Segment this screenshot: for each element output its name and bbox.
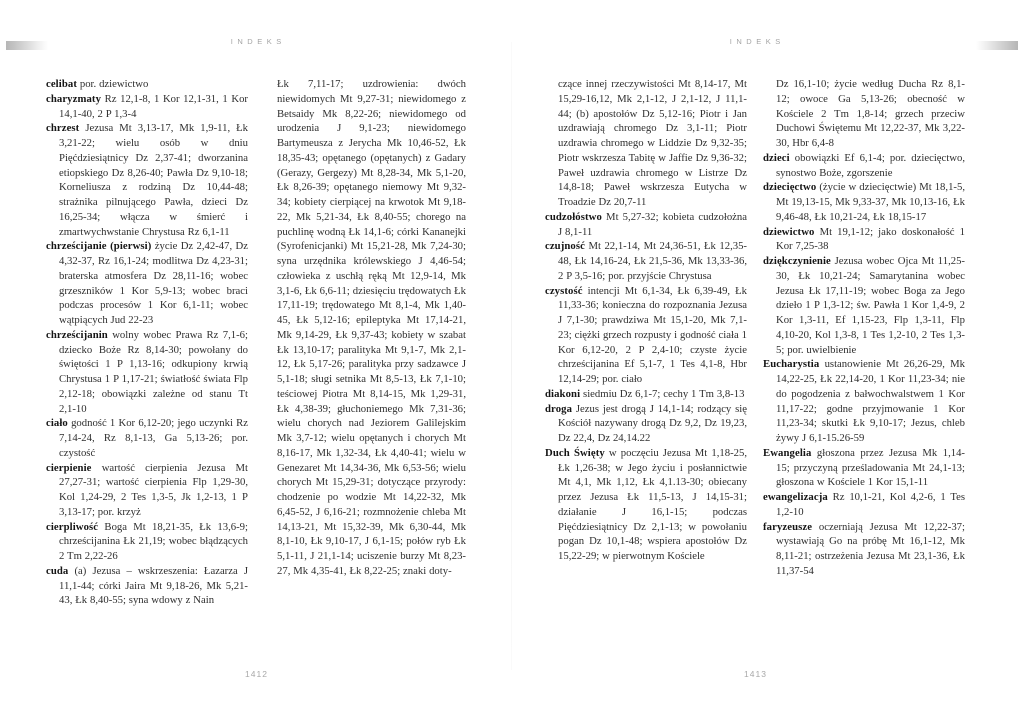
index-entry: droga Jezus jest drogą J 14,1-14; rodzący się Kościół nazywany drogą Dz 9,2, Dz 19,23, Dz 22,4, Dz 24,14.22 (545, 402, 747, 444)
page-edge-smudge-left (6, 41, 48, 50)
index-term: chrześcijanie (pierwsi) (46, 240, 152, 253)
running-header: INDEKS (729, 37, 785, 46)
index-entry: cierpienie wartość cierpienia Jezusa Mt 27,27-31; wartość cierpienia Flp 1,29-30, Kol 1,24-29, 2 Tes 1,3-5, Jk 1,2-13, 1 P 3,13-17; por. krzyż (46, 461, 248, 518)
page-number: 1413 (744, 669, 767, 679)
index-term: czujność (545, 240, 585, 253)
index-entry: chrzest Jezusa Mt 3,13-17, Mk 1,9-11, Łk 3,21-22; wielu osób w dniu Pięćdziesiątnicy Dz 2,37-41; dworzanina etiopskiego Dz 8,26-40; Pawła Dz 9,10-18; Korneliusza z rodziną Dz 10,44-48; strażnika pilnującego Pawła, dzieci Dz 16,25-34; włącza w śmierć i zmartwychwstanie Chrystusa Rz 6,1-11 (46, 122, 248, 238)
index-entry: cierpliwość Boga Mt 18,21-35, Łk 13,6-9; chrześcijanina Łk 21,19; wobec błądzących 2 Tm 2,22-26 (46, 520, 248, 562)
page-left (46, 0, 466, 714)
index-term: chrzest (46, 122, 80, 135)
index-term: charyzmaty (46, 92, 102, 105)
index-term: dziecięctwo (763, 181, 817, 194)
text-column (763, 77, 965, 659)
index-entry: celibat por. dziewictwo (46, 78, 149, 90)
index-entry: dziewictwo Mt 19,1-12; jako doskonałość 1 Kor 7,25-38 (763, 225, 965, 253)
page-columns (46, 77, 466, 659)
index-term: dzieci (763, 151, 790, 164)
index-entry: cudzołóstwo Mt 5,27-32; kobieta cudzołożna J 8,1-11 (545, 210, 747, 238)
index-entry: czujność Mt 22,1-14, Mt 24,36-51, Łk 12,35-48, Łk 14,16-24, Łk 21,5-36, Mk 13,33-36, 2 P 3,5-16; por. przyjście Chrystusa (545, 240, 747, 282)
index-term: Duch Święty (545, 446, 605, 459)
page-right (545, 0, 965, 714)
index-entry: faryzeusze oczerniają Jezusa Mt 12,22-37; wystawiają Go na próbę Mt 16,1-12, Mk 8,11-21; ostrzeżenia Jezusa Mt 23,1-36, Łk 11,37-54 (763, 520, 965, 577)
index-entry-continuation: czące innej rzeczywistości Mt 8,14-17, Mt 15,29-16,12, Mk 2,1-12, J 2,1-12, J 11,1-44; (b) apostołów Dz 5,12-16; Piotr i Jan uzdrawiają chromego Dz 3,1-11; Piotr uzdrawia chromego w Liddzie Dz 9,32-35; Piotr wskrzesza Tabitę w Jaffie Dz 9,36-32; Paweł uzdrawia chromego w Listrze Dz 14,8-18; Paweł wskrzesza Eutycha w Troadzie Dz 20,7-11 (558, 78, 747, 208)
index-term: dziewictwo (763, 225, 815, 238)
index-entry: dziękczynienie Jezusa wobec Ojca Mt 11,25-30, Łk 10,21-24; Samarytanina wobec Jezusa Łk 17,11-19; wobec Boga za Jego dzieło 1 P 1,3-12; św. Pawła 1 Kor 1,4-9, 2 Kor 1,3-11, Ef 1,15-23, Flp 1,3-11, Flp 4,10-20, Kol 1,3-8, 1 Tes 1,2-10, 2 Tes 1,3-5; por. uwielbienie (763, 255, 965, 356)
page-columns (545, 77, 965, 659)
index-entry: ewangelizacja Rz 10,1-21, Kol 4,2-6, 1 Tes 1,2-10 (763, 491, 965, 518)
index-entry: cuda (a) Jezusa – wskrzeszenia: Łazarza J 11,1-44; córki Jaira Mt 9,18-26, Mk 5,21-43, Łk 8,40-55; syna wdowy z Nain (46, 564, 248, 607)
text-column (264, 77, 466, 659)
page-gutter-divider (511, 42, 512, 670)
index-term: cierpienie (46, 461, 92, 474)
index-term: celibat (46, 78, 77, 90)
index-term: Eucharystia (763, 358, 820, 371)
index-term: cudzołóstwo (545, 210, 602, 223)
index-entry: Duch Święty w poczęciu Jezusa Mt 1,18-25, Łk 1,26-38; w Jego życiu i posłannictwie Mt 4,1, Mk 1,12, Łk 4,1.13-30; obiecany przez Jezusa Łk 11,5-13, J 14,15-31; działanie J 16,1-15; podczas Pięćdziesiątnicy Dz 2,1-13; w powołaniu pogan Dz 10,1-48; wspiera apostołów Dz 15,22-29; w pierwotnym Kościele (545, 446, 747, 562)
index-entry-continuation: Łk 7,11-17; uzdrowienia: dwóch niewidomych Mt 9,27-31; niewidomego z Betsaidy Mk 8,22-26; niewidomego od urodzenia J 9,1-23; niewidomego Bartymeusza z Jerycha Mk 10,46-52, Łk 18,35-43; opętanego (opętanych) z Gadary (Gerazy, Gergezy) Mt 8,28-34, Mk 5,1-20, Łk 8,26-39; opętanego niemowy Mt 9,32-34; kobiety cierpiącej na krwotok Mt 9,18-22, Mk 5,21-34, Łk 8,40-55; chorego na puchlinę wodną Łk 14,1-6; córki Kananejki (Syrofenicjanki) Mt 15,21-28, Mk 7,24-30; syna urzędnika królewskiego J 4,46-54; człowieka z uschłą ręką Mt 12,9-14, Mk 3,1-6, Łk 6,6-11; dziesięciu trędowatych Łk 17,11-19; trędowatego Mt 8,1-4, Mk 1,40-45, Łk 5,12-16; epileptyka Mt 17,14-21, Mk 9,14-29, Łk 9,37-43; kobiety w szabat Łk 13,10-17; paralityka Mt 9,1-7, Mk 2,1-12, Łk 5,17-26; paralityka przy sadzawce J 5,1-18; sługi setnika Mt 8,5-13, Łk 7,1-10; teściowej Piotra Mt 8,14-15, Mk 1,29-31, Łk 4,38-39; głuchoniemego Mk 7,31-36; wielu chorych nad Jeziorem Galilejskim Mk 3,7-12; wielu opętanych i chorych Mt 8,16-17, Mk 1,32-34, Łk 4,40-41; wielu w Genezaret Mt 14,34-36, Mk 6,53-56; wielu chorych Mt 15,29-31; dotyczące przyrody: chodzenie po wodzie Mt 14,22-32, Mk 6,45-52, J 6,16-21; rozmnożenie chleba Mt 14,13-21, Mt 15,32-39, Mk 6,30-44, Mk 8,1-10, Łk 9,10-17, J 6,1-15; połów ryb Łk 5,1-11, J 21,1-14; uciszenie burzy Mt 8,23-27, Mk 4,35-41, Łk 8,22-25; znaki doty- (277, 78, 466, 577)
index-entry: Ewangelia głoszona przez Jezusa Mk 1,14-15; przyczyną prześladowania Mt 24,1-13; głoszona w Kościele 1 Kor 15,1-11 (763, 446, 965, 489)
index-term: cuda (46, 564, 69, 577)
text-column (46, 77, 248, 659)
index-term: ewangelizacja (763, 491, 828, 503)
index-term: ciało (46, 417, 68, 430)
index-entry: chrześcijanie (pierwsi) życie Dz 2,42-47, Dz 4,32-37, Rz 16,1-24; modlitwa Dz 4,23-31; braterska atmosfera Dz 28,11-16; wobec grzeszników 1 Kor 5,9-13; wobec braci podczas procesów 1 Kor 6,1-11; wobec wątpiących Jud 22-23 (46, 240, 248, 326)
index-term: diakoni (545, 387, 581, 400)
index-entry: charyzmaty Rz 12,1-8, 1 Kor 12,1-31, 1 Kor 14,1-40, 2 P 1,3-4 (46, 92, 248, 120)
index-term: faryzeusze (763, 520, 813, 533)
index-entry: dzieci obowiązki Ef 6,1-4; por. dziecięctwo, synostwo Boże, zgorszenie (763, 151, 965, 179)
index-entry: czystość intencji Mt 6,1-34, Łk 6,39-49, Łk 11,33-36; konieczna do rozpoznania Jezusa J 7,1-30; prawdziwa Mt 15,1-20, Mk 7,1-23; ciężki grzech rozpusty i godność ciała 1 Kor 6,12-20, 2 P 2,4-10; czyste życie chrześcijanina Ef 5,1-7, 1 Tes 4,1-8, Hbr 12,14-29; por. ciało (545, 284, 747, 385)
index-entry: ciało godność 1 Kor 6,12-20; jego uczynki Rz 7,14-24, Rz 8,1-13, Ga 5,13-26; por. czystość (46, 417, 248, 459)
text-column (545, 77, 747, 659)
index-term: Ewangelia (763, 446, 812, 459)
page-number: 1412 (245, 669, 268, 679)
index-entry: chrześcijanin wolny wobec Prawa Rz 7,1-6; dziecko Boże Rz 8,14-30; powołany do świętości 1 P 1,13-16; odkupiony krwią Chrystusa 1 P 1,17-21; światłość świata Flp 2,12-18; obowiązki zależne od stanu Tt 2,1-10 (46, 328, 248, 415)
running-header: INDEKS (230, 37, 286, 46)
index-entry-continuation: Dz 16,1-10; życie według Ducha Rz 8,1-12; owoce Ga 5,13-26; obecność w Kościele 2 Tm 1,8-14; grzech przeciw Duchowi Świętemu Mt 12,22-37, Mk 3,22-30, Hbr 6,4-8 (776, 78, 965, 149)
index-term: cierpliwość (46, 520, 99, 533)
index-term: chrześcijanin (46, 328, 108, 341)
page-edge-smudge-right (976, 41, 1018, 50)
index-entry: diakoni siedmiu Dz 6,1-7; cechy 1 Tm 3,8-13 (545, 387, 745, 400)
index-term: droga (545, 402, 573, 415)
index-entry: Eucharystia ustanowienie Mt 26,26-29, Mk 14,22-25, Łk 22,14-20, 1 Kor 11,23-34; nie do pogodzenia z bałwochwalstwem 1 Kor 11,17-22; godne przyjmowanie 1 Kor 11,23-34; skutki Łk 9,10-17; Jezus, chleb żywy J 6,1-15.26-59 (763, 358, 965, 444)
index-entry: dziecięctwo (życie w dziecięctwie) Mt 18,1-5, Mt 19,13-15, Mk 9,33-37, Mk 10,13-16, Łk 9,46-48, Łk 10,21-24, Łk 18,15-17 (763, 181, 965, 223)
index-term: dziękczynienie (763, 255, 831, 267)
index-term: czystość (545, 284, 583, 297)
